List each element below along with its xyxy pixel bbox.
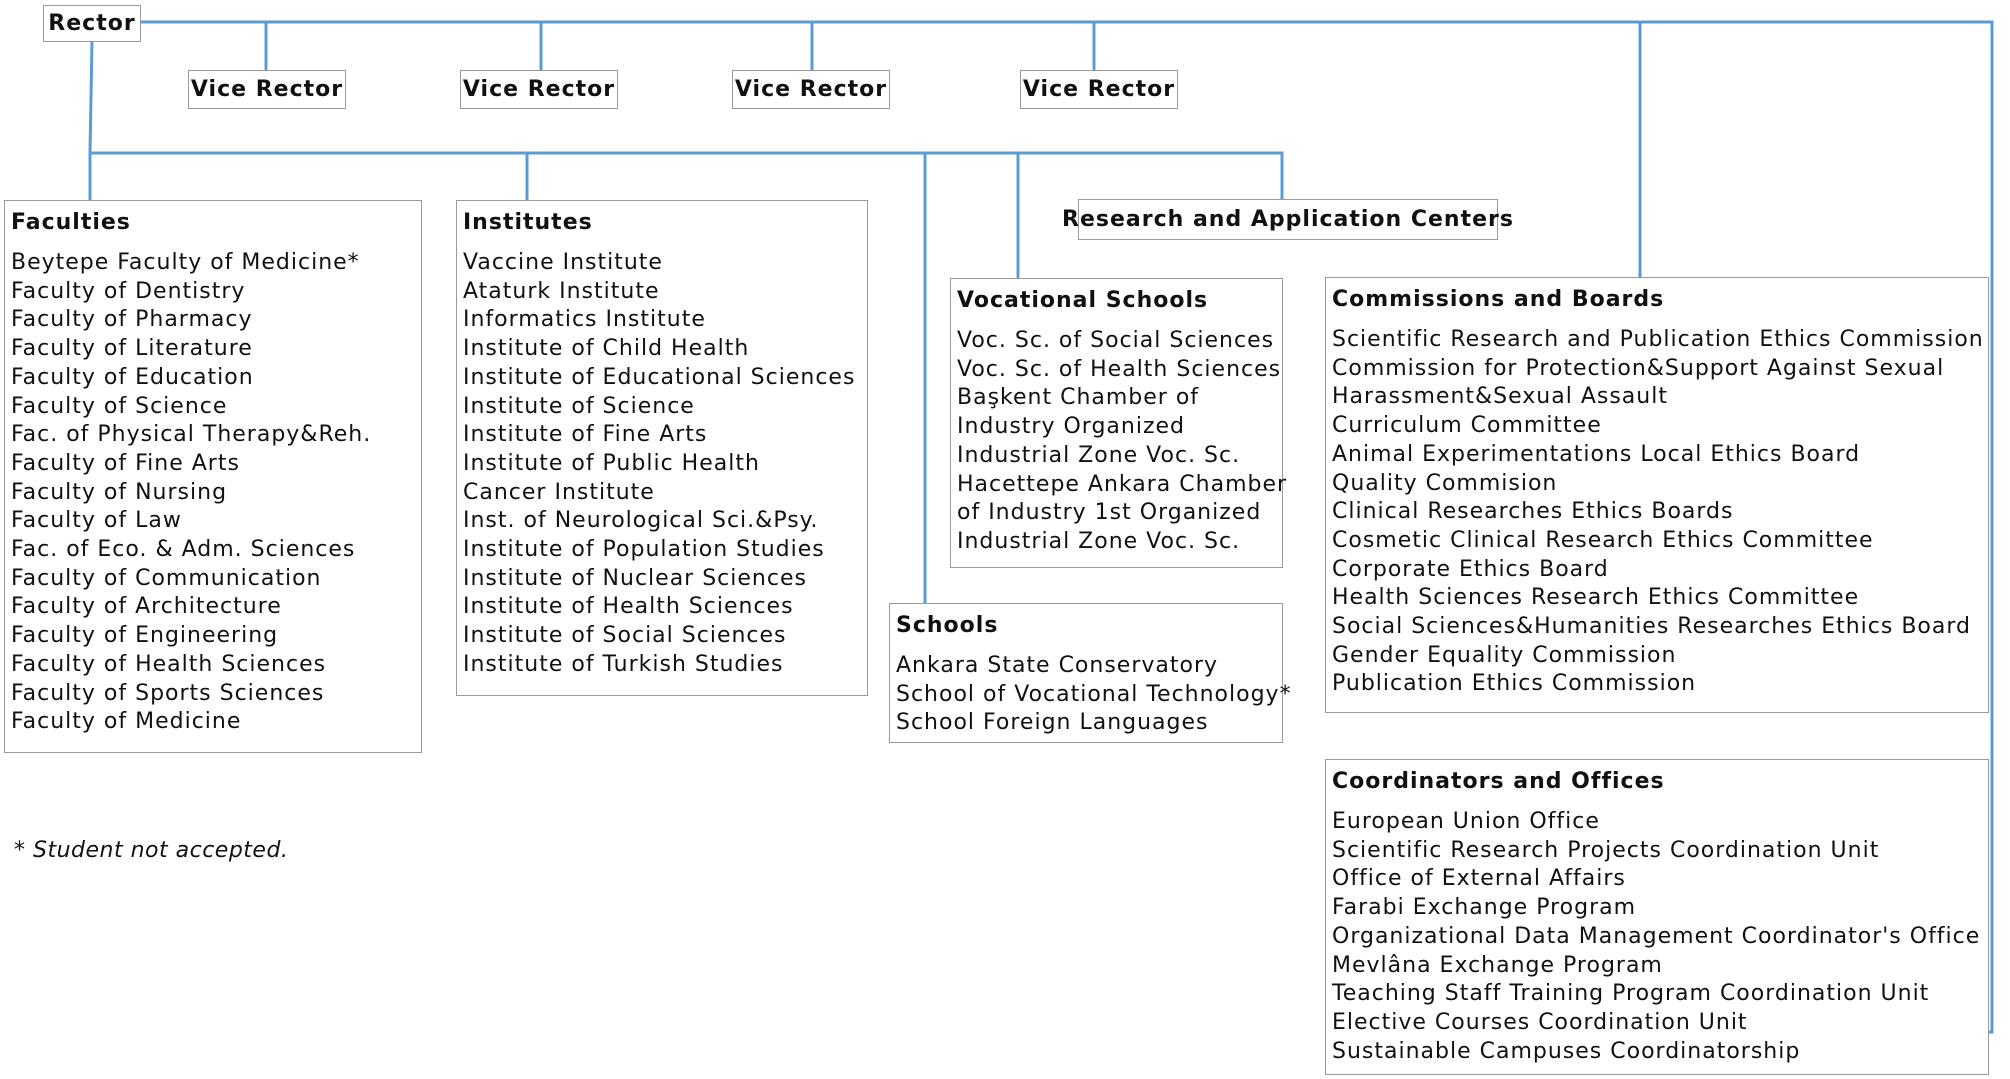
list-item: Farabi Exchange Program	[1332, 895, 1637, 921]
list-item: Institute of Turkish Studies	[463, 651, 784, 677]
schools-box	[889, 603, 1292, 743]
list-item: School of Vocational Technology*	[896, 681, 1292, 707]
list-item: Faculty of Health Sciences	[11, 651, 327, 677]
list-item: Faculty of Pharmacy	[11, 307, 253, 333]
list-item: Industry Organized	[957, 414, 1186, 440]
list-item: Institute of Nuclear Sciences	[463, 565, 807, 591]
coordinators-title: Coordinators and Offices	[1332, 769, 1665, 794]
list-item: Ankara State Conservatory	[896, 653, 1219, 678]
rector-label: Rector	[48, 11, 136, 36]
faculties-box	[4, 200, 422, 753]
vice-rector-box-3	[732, 70, 890, 109]
list-item: Industrial Zone Voc. Sc.	[957, 528, 1241, 554]
list-item: Teaching Staff Training Program Coordination Unit	[1332, 981, 1930, 1007]
vocational-schools-box	[950, 278, 1288, 568]
coordinators-list	[1332, 808, 1982, 1066]
list-item: Cosmetic Clinical Research Ethics Committee	[1332, 527, 1874, 553]
list-item: Faculty of Architecture	[11, 594, 282, 620]
list-item: Inst. of Neurological Sci.&Psy.	[463, 508, 819, 534]
faculties-title: Faculties	[11, 210, 131, 235]
list-item: Corporate Ethics Board	[1332, 556, 1609, 582]
commissions-box	[1325, 277, 1989, 713]
list-item: Institute of Public Health	[463, 450, 760, 476]
list-item: European Union Office	[1332, 809, 1600, 834]
list-item: Faculty of Medicine	[11, 709, 242, 735]
vice-rector-box-4	[1020, 70, 1178, 109]
list-item: Faculty of Nursing	[11, 479, 228, 505]
list-item: Informatics Institute	[463, 307, 706, 333]
list-item: Health Sciences Research Ethics Committee	[1332, 585, 1860, 611]
list-item: Voc. Sc. of Health Sciences	[957, 356, 1282, 382]
list-item: School Foreign Languages	[896, 710, 1209, 736]
list-item: Vaccine Institute	[463, 250, 663, 275]
vice-rector-label: Vice Rector	[190, 77, 344, 102]
research-centers-label: Research and Application Centers	[1062, 207, 1514, 232]
list-item: Scientific Research Projects Coordination Unit	[1332, 837, 1880, 863]
list-item: Faculty of Engineering	[11, 623, 279, 649]
coordinators-box	[1325, 759, 1989, 1075]
vocational-schools-list	[957, 327, 1288, 557]
list-item: Faculty of Fine Arts	[11, 450, 240, 476]
vice-rector-label: Vice Rector	[1022, 77, 1176, 102]
list-item: Institute of Health Sciences	[463, 594, 794, 620]
list-item: Institute of Fine Arts	[463, 422, 708, 448]
list-item: Faculty of Dentistry	[11, 278, 246, 304]
research-centers-box	[1062, 199, 1514, 240]
schools-list	[896, 652, 1292, 738]
commissions-title: Commissions and Boards	[1332, 287, 1665, 312]
list-item: Hacettepe Ankara Chamber	[957, 471, 1288, 497]
list-item: Institute of Social Sciences	[463, 623, 787, 649]
list-item: Institute of Child Health	[463, 336, 750, 362]
list-item: Quality Commision	[1332, 470, 1558, 496]
vice-rector-label: Vice Rector	[734, 77, 888, 102]
list-item: Başkent Chamber of	[957, 385, 1200, 411]
list-item: Gender Equality Commission	[1332, 642, 1677, 668]
vice-rector-label: Vice Rector	[462, 77, 616, 102]
list-item: Clinical Researches Ethics Boards	[1332, 499, 1734, 525]
footnote: * Student not accepted.	[14, 838, 289, 863]
list-item: Scientific Research and Publication Ethics Commission	[1332, 327, 1984, 352]
list-item: Institute of Educational Sciences	[463, 364, 856, 390]
list-item: Harassment&Sexual Assault	[1332, 384, 1668, 410]
list-item: Faculty of Law	[11, 508, 182, 534]
institutes-title: Institutes	[463, 210, 593, 235]
list-item: Ataturk Institute	[463, 278, 660, 304]
schools-title: Schools	[896, 613, 999, 638]
list-item: Beytepe Faculty of Medicine*	[11, 250, 360, 275]
list-item: Voc. Sc. of Social Sciences	[957, 328, 1275, 353]
list-item: Publication Ethics Commission	[1332, 671, 1697, 697]
commissions-list	[1332, 326, 1982, 699]
institutes-box	[456, 200, 868, 696]
list-item: Faculty of Education	[11, 364, 254, 390]
list-item: Office of External Affairs	[1332, 866, 1626, 892]
list-item: Organizational Data Management Coordinator's Office	[1332, 923, 1981, 949]
list-item: Institute of Population Studies	[463, 537, 825, 563]
list-item: Institute of Science	[463, 393, 695, 419]
faculties-list	[11, 249, 415, 737]
list-item: Animal Experimentations Local Ethics Board	[1332, 441, 1861, 467]
institutes-list	[463, 249, 861, 680]
rector-box	[43, 5, 141, 42]
vocational-schools-title: Vocational Schools	[957, 288, 1209, 313]
list-item: Fac. of Physical Therapy&Reh.	[11, 422, 372, 448]
vice-rector-box-2	[460, 70, 618, 109]
list-item: Faculty of Communication	[11, 565, 322, 591]
list-item: Cancer Institute	[463, 479, 655, 505]
vice-rector-box-1	[188, 70, 346, 109]
list-item: Industrial Zone Voc. Sc.	[957, 442, 1241, 468]
list-item: Faculty of Science	[11, 393, 228, 419]
connector-line	[90, 42, 92, 153]
list-item: Sustainable Campuses Coordinatorship	[1332, 1038, 1801, 1064]
list-item: Mevlâna Exchange Program	[1332, 952, 1663, 978]
list-item: Curriculum Committee	[1332, 413, 1602, 439]
list-item: Faculty of Sports Sciences	[11, 680, 325, 706]
list-item: Faculty of Literature	[11, 336, 253, 362]
list-item: Commission for Protection&Support Against Sexual	[1332, 355, 1945, 381]
list-item: Elective Courses Coordination Unit	[1332, 1009, 1748, 1035]
list-item: Fac. of Eco. & Adm. Sciences	[11, 537, 356, 563]
list-item: Social Sciences&Humanities Researches Ethics Board	[1332, 614, 1971, 640]
list-item: of Industry 1st Organized	[957, 500, 1262, 526]
